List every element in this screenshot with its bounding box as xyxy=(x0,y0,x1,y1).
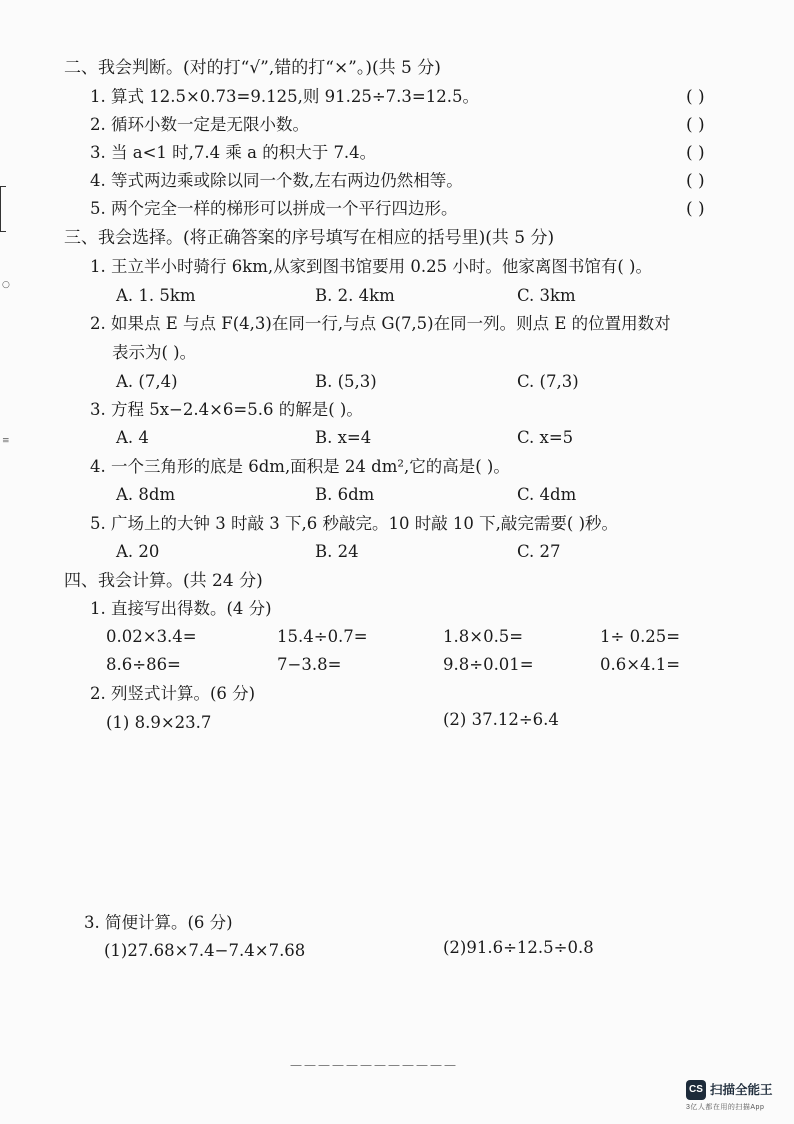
simple-calc-1: (1)27.68×7.4−7.4×7.68 xyxy=(104,941,306,960)
calc-part1-title: 1. 直接写出得数。(4 分) xyxy=(90,599,272,618)
choice-q4-b: B. 6dm xyxy=(315,485,375,504)
calc-item: 15.4÷0.7= xyxy=(277,627,368,646)
section2-title: 二、我会判断。(对的打“√”,错的打“×”。)(共 5 分) xyxy=(64,58,441,78)
calc-item: 1.8×0.5= xyxy=(443,627,524,646)
vertical-calc-1: (1) 8.9×23.7 xyxy=(106,713,212,732)
choice-q1-c: C. 3km xyxy=(517,286,576,305)
section4-title: 四、我会计算。(共 24 分) xyxy=(64,571,263,591)
answer-blank-3[interactable]: ( ) xyxy=(686,143,705,163)
binding-line xyxy=(0,186,1,232)
choice-q1-a: A. 1. 5km xyxy=(116,286,196,305)
calc-part3-title: 3. 简便计算。(6 分) xyxy=(84,913,233,932)
calc-item: 0.6×4.1= xyxy=(600,655,681,674)
binding-tick xyxy=(0,186,6,187)
choice-q5-a: A. 20 xyxy=(116,542,160,561)
calc-item: 0.02×3.4= xyxy=(106,627,197,646)
choice-q2: 2. 如果点 E 与点 F(4,3)在同一行,与点 G(7,5)在同一列。则点 E 的位置用数对 xyxy=(90,314,671,333)
cs-logo-icon: CS xyxy=(686,1080,706,1100)
choice-q4: 4. 一个三角形的底是 6dm,面积是 24 dm²,它的高是( )。 xyxy=(90,457,510,476)
page-footer-faint: ———————————— xyxy=(290,1058,458,1072)
calc-part2-title: 2. 列竖式计算。(6 分) xyxy=(90,684,256,703)
choice-q1: 1. 王立半小时骑行 6km,从家到图书馆要用 0.25 小时。他家离图书馆有( )。 xyxy=(90,257,652,276)
choice-q2-cont: 表示为( )。 xyxy=(112,343,197,362)
judge-item-5: 5. 两个完全一样的梯形可以拼成一个平行四边形。 xyxy=(90,199,458,218)
answer-blank-5[interactable]: ( ) xyxy=(686,199,705,219)
choice-q1-b: B. 2. 4km xyxy=(315,286,395,305)
calc-item: 1÷ 0.25= xyxy=(600,627,681,646)
choice-q3-c: C. x=5 xyxy=(517,428,574,447)
section3-title: 三、我会选择。(将正确答案的序号填写在相应的括号里)(共 5 分) xyxy=(64,228,555,248)
scanner-watermark xyxy=(686,1076,786,1116)
vertical-calc-2: (2) 37.12÷6.4 xyxy=(443,710,559,729)
binding-tick xyxy=(0,231,6,232)
answer-blank-4[interactable]: ( ) xyxy=(686,171,705,191)
calc-item: 7−3.8= xyxy=(277,655,342,674)
answer-blank-2[interactable]: ( ) xyxy=(686,115,705,135)
binding-mark: ≡ xyxy=(2,436,10,446)
choice-q3-a: A. 4 xyxy=(116,428,149,447)
answer-blank-1[interactable]: ( ) xyxy=(686,87,705,107)
choice-q4-a: A. 8dm xyxy=(116,485,176,504)
watermark-name: 扫描全能王 xyxy=(710,1083,773,1097)
choice-q5-c: C. 27 xyxy=(517,542,561,561)
binding-mark: ○ xyxy=(2,280,10,290)
simple-calc-2: (2)91.6÷12.5÷0.8 xyxy=(443,938,594,957)
judge-item-2: 2. 循环小数一定是无限小数。 xyxy=(90,115,309,134)
judge-item-4: 4. 等式两边乘或除以同一个数,左右两边仍然相等。 xyxy=(90,171,463,190)
calc-item: 8.6÷86= xyxy=(106,655,181,674)
choice-q5-b: B. 24 xyxy=(315,542,359,561)
judge-item-1: 1. 算式 12.5×0.73=9.125,则 91.25÷7.3=12.5。 xyxy=(90,87,479,106)
watermark-tagline: 3亿人都在用的扫描App xyxy=(686,1104,765,1111)
choice-q3: 3. 方程 5x−2.4×6=5.6 的解是( )。 xyxy=(90,400,363,419)
choice-q2-a: A. (7,4) xyxy=(116,372,178,391)
choice-q2-b: B. (5,3) xyxy=(315,372,377,391)
choice-q5: 5. 广场上的大钟 3 时敲 3 下,6 秒敲完。10 时敲 10 下,敲完需要( )秒。 xyxy=(90,514,619,533)
choice-q3-b: B. x=4 xyxy=(315,428,372,447)
choice-q4-c: C. 4dm xyxy=(517,485,577,504)
choice-q2-c: C. (7,3) xyxy=(517,372,579,391)
calc-item: 9.8÷0.01= xyxy=(443,655,534,674)
judge-item-3: 3. 当 a<1 时,7.4 乘 a 的积大于 7.4。 xyxy=(90,143,377,162)
